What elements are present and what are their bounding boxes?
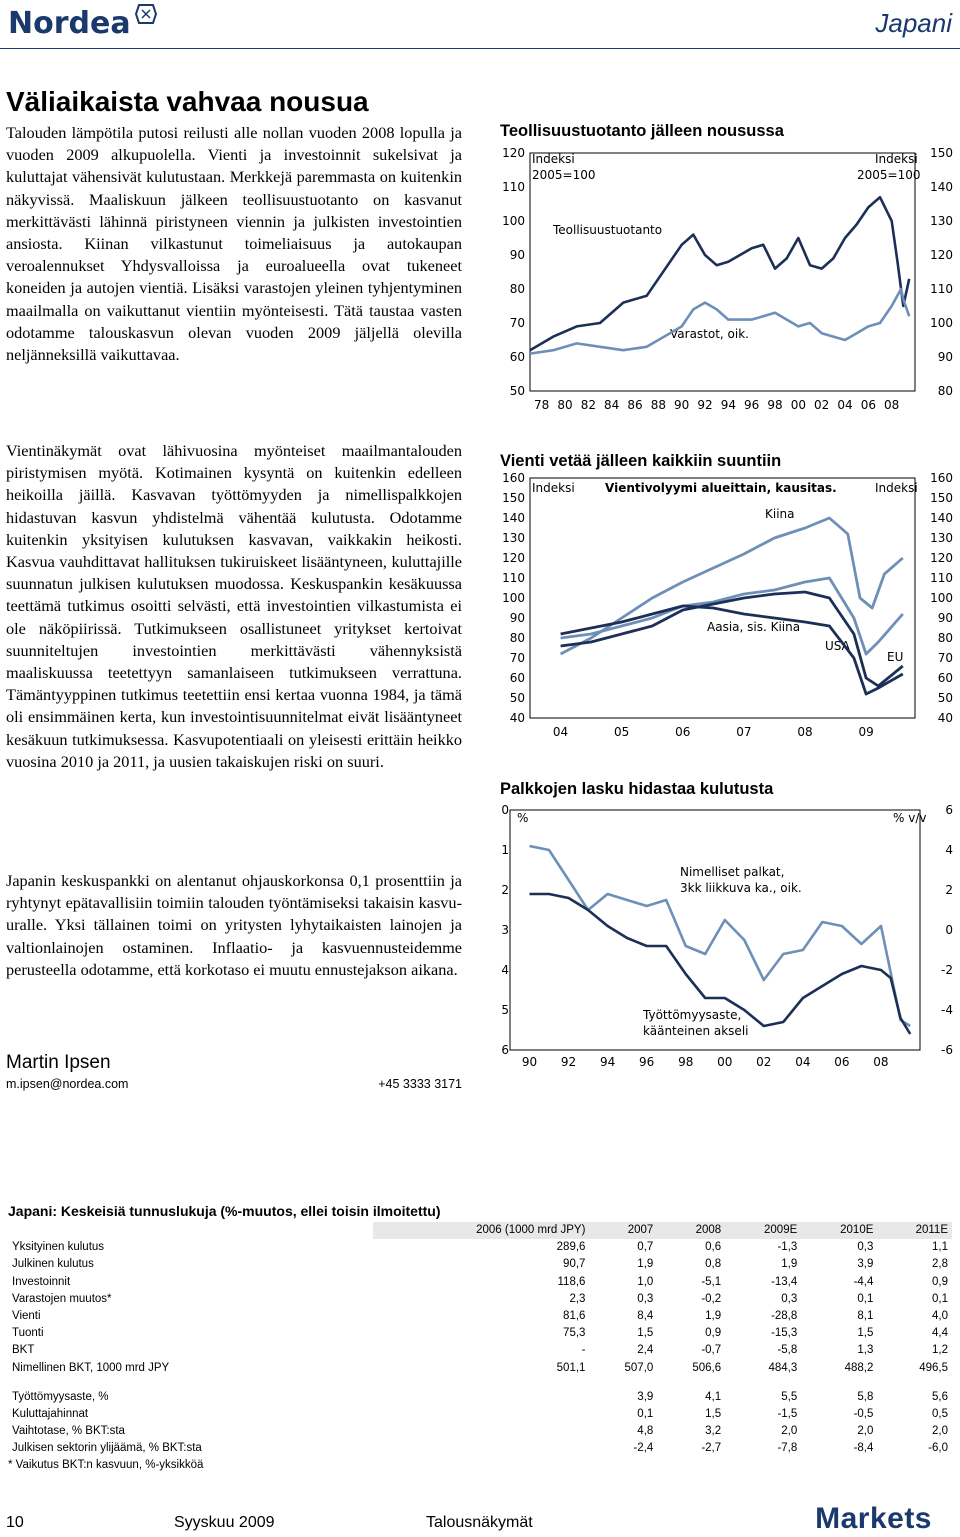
logo-emblem-icon	[136, 5, 156, 23]
table-cell: -0,5	[853, 1408, 874, 1421]
author-name: Martin Ipsen	[6, 1052, 111, 1073]
table-spacer	[8, 1377, 952, 1389]
table-cell: Investoinnit	[12, 1275, 71, 1288]
table-cell: 4,1	[705, 1390, 722, 1403]
table-cell: 0,9	[932, 1275, 948, 1288]
table-cell: 3,9	[857, 1258, 874, 1271]
chart-left-tick: 110	[502, 180, 525, 194]
chart-x-tick: 88	[650, 398, 666, 412]
chart-right-tick: 70	[937, 651, 953, 665]
table-cell: 488,2	[844, 1361, 874, 1374]
chart-x-tick: 84	[604, 398, 620, 412]
table-cell: 2,3	[569, 1292, 586, 1305]
chart-left-tick: 2	[501, 883, 509, 897]
chart-right-tick: 90	[937, 611, 953, 625]
chart-x-tick: 98	[678, 1055, 694, 1069]
chart-right-tick: 60	[937, 671, 953, 685]
chart2-left-axis-label: Indeksi	[532, 481, 575, 495]
chart-x-tick: 08	[797, 725, 813, 739]
chart1-series-label-inventories: Varastot, oik.	[670, 327, 749, 341]
chart-x-tick: 08	[873, 1055, 889, 1069]
chart1-right-axis-sub: 2005=100	[857, 168, 921, 182]
chart-x-tick: 96	[639, 1055, 655, 1069]
chart-x-tick: 08	[884, 398, 900, 412]
chart1-frame	[530, 153, 915, 391]
table-row	[8, 1389, 952, 1406]
chart-right-tick: 130	[930, 214, 953, 228]
chart-right-tick: 110	[930, 571, 953, 585]
table-cell: 0,9	[705, 1327, 722, 1340]
chart-left-tick: 100	[502, 591, 525, 605]
chart-right-tick: 4	[945, 843, 953, 857]
chart-left-tick: 1	[501, 843, 509, 857]
table-row	[8, 1274, 952, 1291]
chart-left-tick: 90	[509, 248, 525, 262]
table-cell: 1,5	[857, 1327, 874, 1340]
chart-left-tick: 60	[509, 671, 525, 685]
chart-left-tick: 140	[502, 511, 525, 525]
chart1-title: Teollisuustuotanto jälleen nousussa	[500, 122, 784, 140]
chart-left-tick: 6	[501, 1043, 509, 1057]
chart-left-tick: 120	[502, 146, 525, 160]
table-cell: 0,3	[857, 1241, 874, 1254]
table-cell: 2,0	[932, 1425, 948, 1438]
chart-left-tick: 80	[509, 631, 525, 645]
table-cell: -7,8	[777, 1442, 798, 1455]
table-header-cell: 2007	[589, 1222, 657, 1239]
table-cell: 0,7	[637, 1241, 654, 1254]
chart-right-tick: 110	[930, 282, 953, 296]
chart-left-tick: 0	[501, 803, 509, 817]
table-row	[8, 1360, 952, 1377]
chart-x-tick: 04	[837, 398, 853, 412]
table-cell: 1,9	[781, 1258, 798, 1271]
table-row	[8, 1308, 952, 1325]
table-cell: -4,4	[853, 1275, 874, 1288]
footer-date: Syyskuu 2009	[174, 1514, 275, 1531]
chart-x-tick: 86	[627, 398, 643, 412]
chart3-series-label-wages-1: Nimelliset palkat,	[680, 865, 785, 879]
table-cell: 501,1	[556, 1361, 586, 1374]
table-row	[8, 1342, 952, 1359]
table-cell: 3,2	[705, 1425, 722, 1438]
table-cell: 4,8	[637, 1425, 654, 1438]
table-cell: 2,0	[857, 1425, 874, 1438]
chart2-line-1	[561, 578, 903, 654]
header-rule	[0, 48, 960, 49]
table-cell: Tuonti	[12, 1327, 44, 1340]
table-cell: 5,5	[781, 1390, 798, 1403]
chart2-series-label-eu: EU	[887, 650, 904, 664]
chart-right-tick: 0	[945, 923, 953, 937]
table-cell: -13,4	[771, 1275, 798, 1288]
chart-left-tick: 50	[509, 384, 525, 398]
footer-publication: Talousnäkymät	[426, 1514, 533, 1531]
chart2-frame	[530, 478, 915, 718]
table-cell: 1,5	[705, 1408, 722, 1421]
table-header-cell: 2008	[657, 1222, 725, 1239]
chart-left-tick: 130	[502, 531, 525, 545]
logo-text: Nordea	[8, 6, 131, 41]
chart-x-tick: 04	[552, 725, 569, 739]
table-cell: 484,3	[768, 1361, 798, 1374]
table-cell: Vaihtotase, % BKT:sta	[12, 1425, 125, 1438]
chart2-title: Vienti vetää jälleen kaikkiin suuntiin	[500, 452, 782, 470]
chart3-right-axis-label: % v/v	[893, 811, 927, 825]
key-figures-table	[8, 1200, 952, 1471]
chart-x-tick: 78	[534, 398, 550, 412]
chart1-left-axis-sub: 2005=100	[532, 168, 596, 182]
table-cell: -2,7	[701, 1442, 722, 1455]
table-row	[8, 1440, 952, 1457]
table-cell: 0,3	[637, 1292, 654, 1305]
article-title: Väliaikaista vahvaa nousua	[6, 86, 369, 117]
chart1-left-axis-label: Indeksi	[532, 152, 575, 166]
table-cell: BKT	[12, 1344, 35, 1357]
chart2-series-label-usa: USA	[825, 639, 850, 653]
chart-right-tick: 150	[930, 491, 953, 505]
table-cell: 8,1	[857, 1310, 874, 1323]
author-contact	[6, 1077, 462, 1091]
table-cell: -15,3	[771, 1327, 798, 1340]
table-cell: 3,9	[637, 1390, 654, 1403]
chart1-right-axis-label: Indeksi	[875, 152, 918, 166]
chart-left-tick: 5	[501, 1003, 509, 1017]
table-cell: 496,5	[919, 1361, 948, 1374]
chart-left-tick: 110	[502, 571, 525, 585]
chart-right-tick: 100	[930, 316, 953, 330]
table-row	[8, 1406, 952, 1423]
chart2-line-3	[561, 592, 903, 686]
chart2-right-axis-label: Indeksi	[875, 481, 918, 495]
table-cell	[373, 1406, 589, 1423]
chart3-title: Palkkojen lasku hidastaa kulutusta	[500, 780, 774, 798]
chart-industrial-production	[495, 143, 960, 423]
table-cell: Julkisen sektorin ylijäämä, % BKT:sta	[12, 1442, 202, 1455]
table-header-cell: 2011E	[877, 1222, 952, 1239]
page-number: 10	[6, 1514, 24, 1531]
table-title: Japani: Keskeisiä tunnuslukuja (%-muutos, ellei toisin ilmoitettu)	[8, 1203, 441, 1219]
chart-left-tick: 40	[509, 711, 525, 725]
chart-x-tick: 02	[756, 1055, 772, 1069]
table-cell: 90,7	[563, 1258, 586, 1271]
table-cell: 118,6	[557, 1275, 586, 1288]
chart-right-tick: 140	[930, 180, 953, 194]
chart3-series-label-unemp-1: Työttömyysaste,	[643, 1008, 742, 1022]
table-cell: -28,8	[771, 1310, 798, 1323]
chart-left-tick: 50	[509, 691, 525, 705]
table-cell: 4,4	[932, 1327, 948, 1340]
table-header-row	[8, 1222, 952, 1239]
table-row	[8, 1423, 952, 1440]
table-cell: 1,0	[637, 1275, 654, 1288]
chart3-left-axis-label: %	[517, 811, 529, 825]
table-cell: -0,2	[701, 1292, 722, 1305]
chart-left-tick: 90	[509, 611, 525, 625]
table-row	[8, 1325, 952, 1342]
chart-right-tick: 160	[930, 471, 953, 485]
table-cell: -5,8	[777, 1344, 798, 1357]
chart-left-tick: 120	[502, 551, 525, 565]
chart2-inner-title: Vientivolyymi alueittain, kausitas.	[605, 481, 837, 495]
table-cell: 81,6	[563, 1310, 586, 1323]
chart1-series-label-production: Teollisuustuotanto	[553, 223, 663, 237]
chart-x-tick: 92	[560, 1055, 577, 1069]
chart-right-tick: 100	[930, 591, 953, 605]
chart-right-tick: 140	[930, 511, 953, 525]
author-phone: +45 3333 3171	[378, 1077, 462, 1091]
table-cell: Työttömyysaste, %	[12, 1390, 109, 1403]
chart-x-tick: 06	[834, 1055, 850, 1069]
table-cell: 2,8	[932, 1258, 948, 1271]
table-cell: 0,8	[705, 1258, 722, 1271]
chart-right-tick: 150	[930, 146, 953, 160]
nordea-logo	[6, 2, 166, 42]
table-cell: 5,6	[932, 1390, 948, 1403]
chart-x-tick: 90	[521, 1055, 538, 1069]
chart-right-tick: 80	[937, 384, 953, 398]
chart1-line-inventories	[530, 289, 909, 354]
chart-left-tick: 60	[509, 350, 525, 364]
table-cell	[373, 1423, 589, 1440]
chart-right-tick: -4	[941, 1003, 953, 1017]
chart-right-tick: 80	[937, 631, 953, 645]
article-paragraph-1: Talouden lämpötila putosi reilusti alle nollan vuoden 2008 lopulla ja vuoden 2009 alkupuolella. Vienti ja investoinnit sukelsivat ja kuluttajat vähensivät kulutustaan. Merkkejä paremmasta on kuitenkin näkyvissä. Maaliskuun jälkeen teollisuustuotanto on kasvanut merkittävästi lähinnä piristyneen viennin ja julkisten investointien ansiosta. Kiinan vilkastunut toimeliaisuus ja autokaupan veroalennukset Yhdysvalloissa ja euroalueella ovat tukeneet koneiden ja autojen vientiä. Lisäksi varastojen yleinen tyhjentyminen maailmalla on vaikuttanut vientiin myönteisesti. Tätä taustaa vasten odotamme talouskasvun olevan vuoden 2009 jäljellä olevilla neljänneksillä vaikuttavaa.	[6, 123, 462, 365]
chart-right-tick: 40	[937, 711, 953, 725]
table-cell: 75,3	[563, 1327, 586, 1340]
chart-x-tick: 96	[744, 398, 760, 412]
chart-left-tick: 70	[509, 316, 525, 330]
chart-right-tick: -6	[941, 1043, 953, 1057]
chart-x-tick: 00	[790, 398, 806, 412]
chart3-series-label-unemp-2: käänteinen akseli	[643, 1024, 749, 1038]
chart-x-tick: 00	[717, 1055, 733, 1069]
chart-right-tick: 6	[945, 803, 953, 817]
article-paragraph-2: Vientinäkymät ovat lähivuosina myönteiset maailmantalouden piristymisen myötä. Kotimainen kysyntä on kuitenkin edelleen heikoilla jäillä. Kasvavan työttömyyden ja nimellispalkkojen hidastuvan kasvun yhdistelmä vähentää kulutusta. Odotamme kuitenkin yksityisen kulutuksen kasvavan, vaikkakin heikosti. Kasvua vauhdittavat hallituksen tukiruiskeet lisääntyneen, kuluttajille suunnatun julkisen kulutuksen muodossa. Keskuspankin kesäkuussa teettämä tutkimus osoitti selvästi, että investointien vilkastumista ei ole näköpiirissä. Tutkimukseen osallistuneet yritykset kertoivat suunniteltujen investointien merkittävästi vähennyksistä maaliskuussa teetettyyn samanlaiseen tutkimukseen verrattuna. Tämäntyyppinen tutkimus teetettiin ensi kertaa vuonna 1984, ja tämä oli ensimmäinen kerta, kun investointisuunnitelmat eivät lisääntyneet kesäkuun tutkimuksessa. Kasvupotentiaali on yleisesti erittäin heikko vuosina 2010 ja 2011, ja uusien takaiskujen riski on suuri.	[6, 441, 462, 771]
table-row	[8, 1256, 952, 1273]
chart-x-tick: 06	[860, 398, 876, 412]
chart-x-tick: 82	[580, 398, 596, 412]
table-cell: 0,1	[932, 1292, 948, 1305]
chart3-series-label-wages-2: 3kk liikkuva ka., oik.	[680, 881, 802, 895]
table-cell: 0,1	[857, 1292, 874, 1305]
table-cell: -6,0	[928, 1442, 948, 1455]
chart-left-tick: 3	[501, 923, 509, 937]
table-cell: 1,3	[857, 1344, 874, 1357]
table-cell: 0,1	[637, 1408, 654, 1421]
chart-x-tick: 98	[767, 398, 783, 412]
table-header-cell: 2006 (1000 mrd JPY)	[373, 1222, 589, 1239]
table-header-cell	[8, 1222, 373, 1239]
table-cell: 1,9	[705, 1310, 722, 1323]
chart-x-tick: 04	[795, 1055, 811, 1069]
table-cell: -1,3	[777, 1241, 798, 1254]
chart-left-tick: 160	[502, 471, 525, 485]
table-cell	[373, 1389, 589, 1406]
table-cell: 4,0	[932, 1310, 948, 1323]
chart-right-tick: 120	[930, 551, 953, 565]
table-row	[8, 1291, 952, 1308]
table-cell: Kuluttajahinnat	[12, 1408, 89, 1421]
table-cell: 1,5	[637, 1327, 654, 1340]
article-paragraph-3: Japanin keskuspankki on alentanut ohjauskorkonsa 0,1 prosenttiin ja ryhtynyt epätavallisiin toimiin talouden työntämiseksi takaisin kasvu-uralle. Yksi tällainen toimi on yritysten lyhytaikaisten lainojen ja valtionlainojen ostaminen. Inflaatio- ja kasvuennusteidemme perusteella odotamme, että korkotaso ei muutu ennustejakson aikana.	[6, 871, 462, 979]
table-cell: 0,5	[932, 1408, 948, 1421]
table-cell: Varastojen muutos*	[12, 1292, 112, 1305]
chart-x-tick: 06	[675, 725, 691, 739]
markets-logo: Markets	[815, 1502, 932, 1535]
chart-right-tick: 130	[930, 531, 953, 545]
chart-left-tick: 4	[501, 963, 509, 977]
table-cell: -1,5	[777, 1408, 798, 1421]
table-cell: 506,6	[692, 1361, 722, 1374]
table-cell: 1,1	[932, 1241, 948, 1254]
table-cell: 1,9	[637, 1258, 654, 1271]
chart-x-tick: 80	[557, 398, 573, 412]
chart-right-tick: -2	[941, 963, 953, 977]
chart-x-tick: 94	[720, 398, 736, 412]
chart-left-tick: 100	[502, 214, 525, 228]
table-cell: 2,0	[781, 1425, 798, 1438]
chart-right-tick: 50	[937, 691, 953, 705]
table-cell: Nimellinen BKT, 1000 mrd JPY	[12, 1361, 170, 1374]
chart-right-tick: 2	[945, 883, 953, 897]
table-cell: Yksityinen kulutus	[12, 1241, 105, 1254]
chart-right-tick: 90	[937, 350, 953, 364]
table-cell	[373, 1440, 589, 1457]
chart-x-tick: 09	[858, 725, 874, 739]
table-cell: -	[581, 1344, 586, 1357]
chart-wages-unemployment	[495, 800, 960, 1072]
table-cell: Vienti	[12, 1310, 41, 1323]
table-row	[8, 1239, 952, 1256]
table-cell: -0,7	[701, 1344, 722, 1357]
table-cell: 1,2	[932, 1344, 948, 1357]
chart-x-tick: 02	[814, 398, 830, 412]
chart-left-tick: 150	[502, 491, 525, 505]
table-header-cell: 2009E	[725, 1222, 801, 1239]
table-footnote: * Vaikutus BKT:n kasvuun, %-yksikköä	[8, 1458, 204, 1471]
country-label: Japani	[875, 8, 952, 38]
chart-exports-by-region	[495, 470, 960, 745]
chart2-series-label-china: Kiina	[765, 507, 795, 521]
chart-left-tick: 80	[509, 282, 525, 296]
table-cell: -8,4	[853, 1442, 874, 1455]
table-cell: 2,4	[637, 1344, 654, 1357]
table-cell: Julkinen kulutus	[12, 1258, 94, 1271]
table-cell: -5,1	[701, 1275, 722, 1288]
table-cell: 507,0	[624, 1361, 654, 1374]
author-email[interactable]: m.ipsen@nordea.com	[6, 1077, 129, 1091]
table-cell: 8,4	[637, 1310, 654, 1323]
chart-right-tick: 120	[930, 248, 953, 262]
chart2-series-label-asia: Aasia, sis. Kiina	[707, 620, 801, 634]
table-header-cell: 2010E	[801, 1222, 877, 1239]
table-cell: 0,3	[781, 1292, 798, 1305]
table-cell: 289,6	[556, 1241, 586, 1254]
chart-x-tick: 92	[697, 398, 713, 412]
chart-x-tick: 07	[736, 725, 752, 739]
chart-x-tick: 90	[674, 398, 690, 412]
chart-left-tick: 70	[509, 651, 525, 665]
table-cell: 5,8	[857, 1390, 874, 1403]
table-cell: -2,4	[633, 1442, 654, 1455]
chart-x-tick: 05	[614, 725, 630, 739]
chart-x-tick: 94	[599, 1055, 616, 1069]
table-cell: 0,6	[705, 1241, 722, 1254]
